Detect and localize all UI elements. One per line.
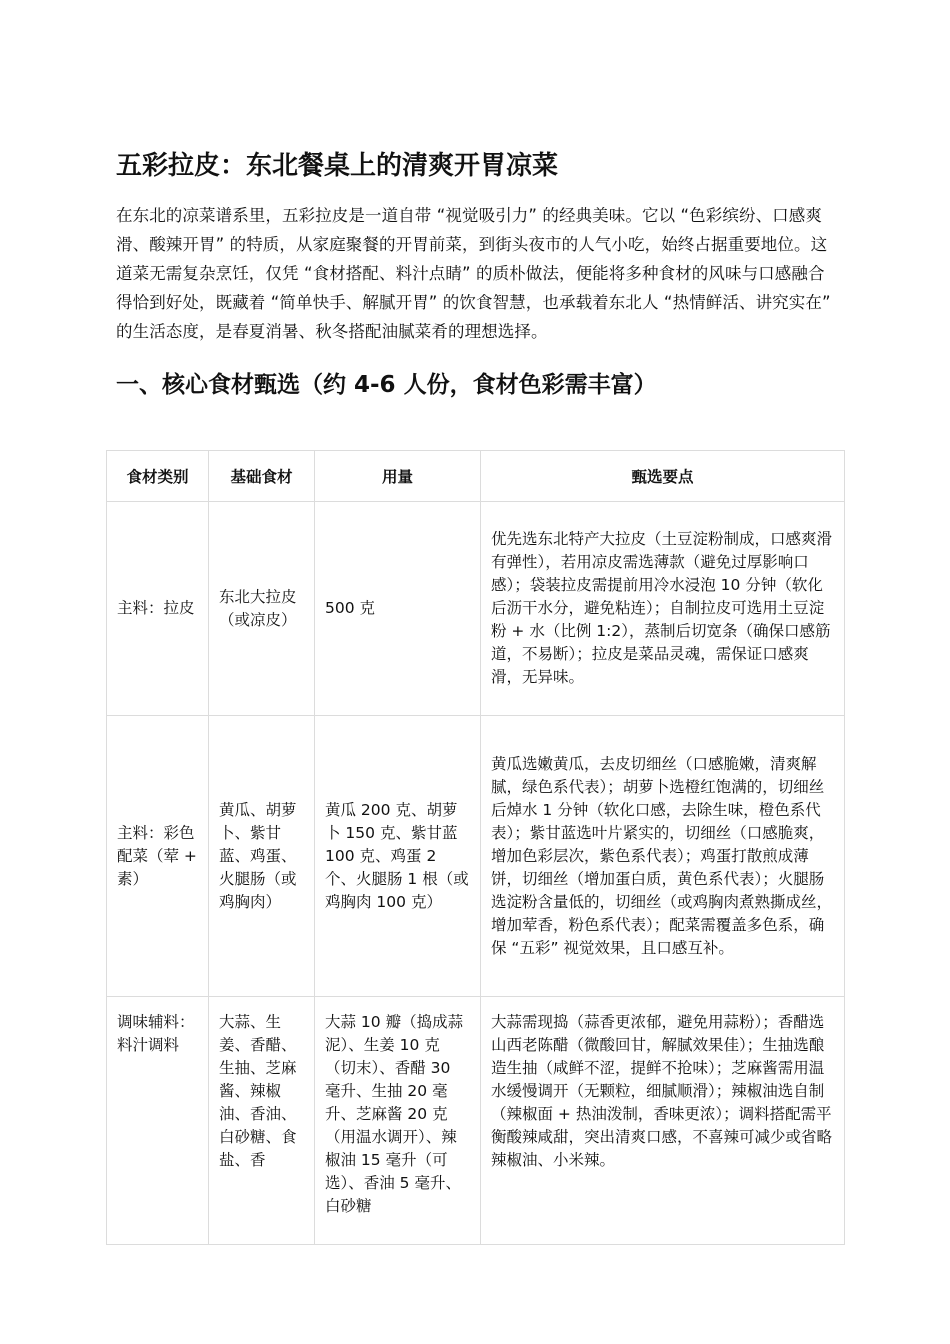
cell-ingredients-text: 大蒜、生姜、香醋、生抽、芝麻酱、辣椒油、香油、白砂糖、食盐、香 [219,1013,297,1169]
cell-ingredients: 东北大拉皮（或凉皮） [209,502,315,716]
intro-paragraph: 在东北的凉菜谱系里，五彩拉皮是一道自带 “视觉吸引力” 的经典美味。它以 “色彩缤纷、口感爽滑、酸辣开胃” 的特质，从家庭聚餐的开胃前菜，到街头夜市的人气小吃，始终占据重要地位。这道菜无需复杂烹饪，仅凭 “食材搭配、料汁点睛” 的质朴做法，便能将多种食材的风味与口感融合得恰到好处，既藏着 “简单快手、解腻开胃” 的饮食智慧，也承载着东北人 “热情鲜活、讲究实在” 的生活态度，是春夏消暑、秋冬搭配油腻菜肴的理想选择。 [116,206,831,341]
cell-notes: 优先选东北特产大拉皮（土豆淀粉制成，口感爽滑有弹性），若用凉皮需选薄款（避免过厚影响口感）；袋装拉皮需提前用冷水浸泡 10 分钟（软化后沥干水分，避免粘连）；自制拉皮可选用土豆淀粉 + 水（比例 1:2），蒸制后切宽条（确保口感筋道，不易断）；拉皮是菜品灵魂，需保证口感爽滑，无异味。 [481,502,845,716]
header-ingredients: 基础食材 [209,451,315,502]
table-row [107,502,845,716]
cell-category: 主料：拉皮 [107,502,209,716]
ingredients-table [106,450,845,1245]
header-category: 食材类别 [107,451,209,502]
cell-notes [481,997,845,1245]
table-row [107,716,845,997]
cell-notes-text: 大蒜需现捣（蒜香更浓郁，避免用蒜粉）；香醋选山西老陈醋（微酸回甘，解腻效果佳）；生抽选酿造生抽（咸鲜不涩，提鲜不抢味）；芝麻酱需用温水缓慢调开（无颗粒，细腻顺滑）；辣椒油选自制（辣椒面 + 热油泼制，香味更浓）；调料搭配需平衡酸辣咸甜，突出清爽口感，不喜辣可减少或省略辣椒油、小米辣。 [491,1013,833,1169]
header-amount: 用量 [315,451,481,502]
cell-category [107,997,209,1245]
cell-ingredients: 黄瓜、胡萝卜、紫甘蓝、鸡蛋、火腿肠（或鸡胸肉） [209,716,315,997]
cell-amount: 500 克 [315,502,481,716]
cell-amount: 黄瓜 200 克、胡萝卜 150 克、紫甘蓝 100 克、鸡蛋 2 个、火腿肠 1 根（或鸡胸肉 100 克） [315,716,481,997]
cell-category-text: 调味辅料：料汁调料 [117,1013,195,1054]
section-heading: 一、核心食材甄选（约 4-6 人份，食材色彩需丰富） [116,372,657,398]
cell-amount [315,997,481,1245]
table-header-row [107,451,845,502]
cell-ingredients [209,997,315,1245]
page-title: 五彩拉皮：东北餐桌上的清爽开胃凉菜 [116,151,559,181]
cell-category: 主料：彩色配菜（荤 + 素） [107,716,209,997]
cell-notes: 黄瓜选嫩黄瓜，去皮切细丝（口感脆嫩，清爽解腻，绿色系代表）；胡萝卜选橙红饱满的，切细丝后焯水 1 分钟（软化口感，去除生味，橙色系代表）；紫甘蓝选叶片紧实的，切细丝（口感脆爽，增加色彩层次，紫色系代表）；鸡蛋打散煎成薄饼，切细丝（增加蛋白质，黄色系代表）；火腿肠选淀粉含量低的，切细丝（或鸡胸肉煮熟撕成丝，增加荤香，粉色系代表）；配菜需覆盖多色系，确保 “五彩” 视觉效果，且口感互补。 [481,716,845,997]
header-notes: 甄选要点 [481,451,845,502]
cell-amount-text: 大蒜 10 瓣（捣成蒜泥）、生姜 10 克（切末）、香醋 30 毫升、生抽 20 毫升、芝麻酱 20 克（用温水调开）、辣椒油 15 毫升（可选）、香油 5 毫升、白砂糖 [325,1013,464,1215]
table-row [107,997,845,1245]
